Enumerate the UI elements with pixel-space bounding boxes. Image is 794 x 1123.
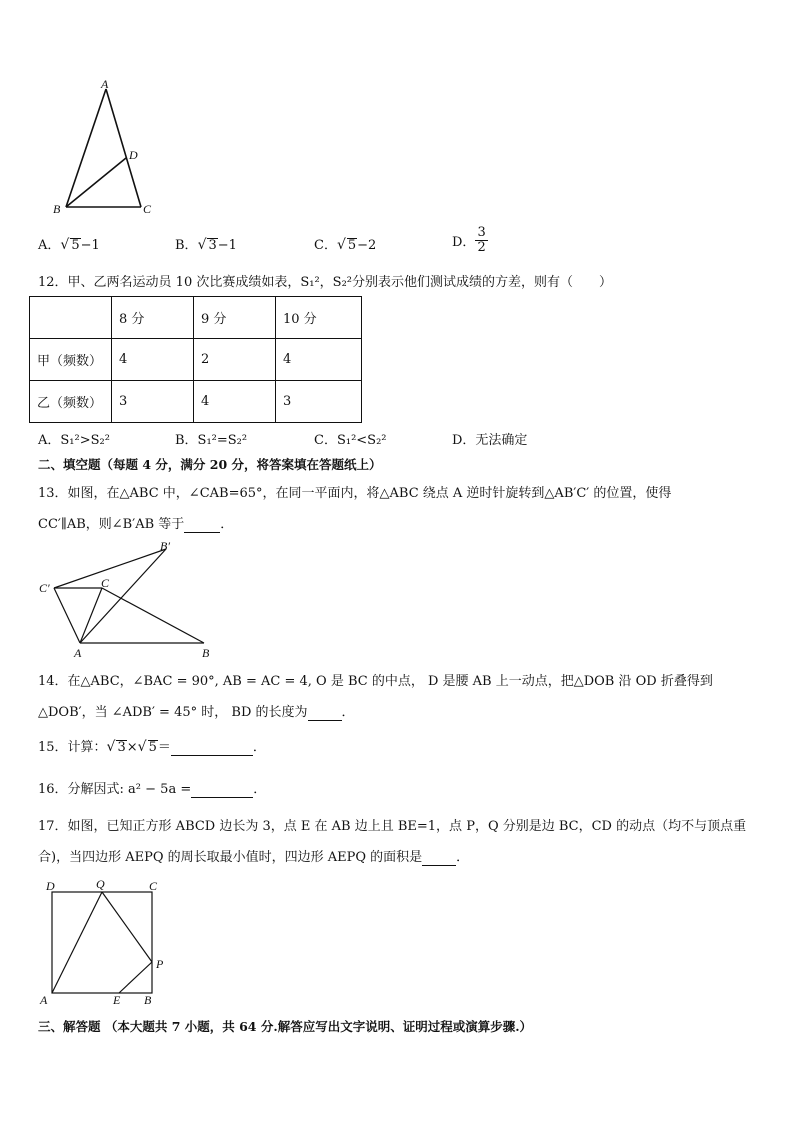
label-c: C — [143, 202, 152, 216]
label-c-prime: C′ — [39, 581, 50, 595]
label-d: D — [129, 148, 138, 162]
table-cell: 3 — [112, 381, 194, 423]
label-a: A — [101, 78, 109, 91]
table-row — [30, 381, 362, 423]
score-table — [29, 296, 362, 423]
table-cell: 3 — [276, 381, 362, 423]
q13-line-2: CC′∥AB，则∠B′AB 等于 ． — [38, 517, 234, 532]
q12-option-d: D．无法确定 — [452, 433, 528, 448]
q15-line: 15．计算：√ 3×√ 5＝ ． — [38, 739, 266, 755]
q12-option-b: B．S₁²=S₂² — [175, 433, 248, 448]
section-2-heading: 二、填空题（每题 4 分，满分 20 分，将答案填在答题纸上） — [38, 457, 382, 472]
q11-option-b: B．√ 3−1 — [175, 237, 237, 253]
q16-line: 16．分解因式: a² − 5a = ． — [38, 782, 267, 797]
table-cell: 4 — [112, 339, 194, 381]
q13-line-1: 13．如图，在△ABC 中，∠CAB=65°，在同一平面内，将△ABC 绕点 A 逆时针旋转到△AB′C′ 的位置，使得 — [38, 486, 672, 501]
label-d: D — [46, 879, 55, 893]
label-a: A — [74, 646, 82, 660]
answer-blank — [308, 705, 342, 721]
table-cell: 4 — [276, 339, 362, 381]
table-cell: 甲（频数） — [30, 339, 112, 381]
q12-option-c: C．S₁²<S₂² — [314, 433, 387, 448]
label-c: C — [101, 576, 110, 590]
table-cell — [30, 297, 112, 339]
answer-blank — [184, 517, 220, 533]
square-aepq-figure — [36, 876, 176, 1008]
label-c: C — [149, 879, 158, 893]
q14-line-2: △DOB′，当 ∠ADB′ = 45° 时， BD 的长度为 ． — [38, 705, 355, 720]
answer-blank — [422, 850, 456, 866]
q11-option-c: C．√ 5−2 — [314, 237, 377, 253]
q11-option-d: D． $\frac{3}{2}$ — [452, 225, 486, 255]
triangle-abcd-figure — [48, 78, 168, 218]
q14-line-1: 14．在△ABC，∠BAC = 90°, AB = AC = 4, O 是 BC 的中点， D 是腰 AB 上一动点，把△DOB 沿 OD 折叠得到 — [38, 674, 713, 689]
table-cell: 9 分 — [194, 297, 276, 339]
rotation-figure — [36, 538, 216, 660]
answer-blank — [191, 782, 253, 798]
table-cell: 10 分 — [276, 297, 362, 339]
label-b: B — [53, 202, 61, 216]
answer-blank — [171, 740, 253, 756]
label-b-prime: B′ — [160, 539, 170, 553]
section-3-heading: 三、解答题 （本大题共 7 小题，共 64 分.解答应写出文字说明、证明过程或演算步骤.） — [38, 1019, 533, 1034]
q17-line-1: 17．如图，已知正方形 ABCD 边长为 3，点 E 在 AB 边上且 BE=1，点 P，Q 分别是边 BC，CD 的动点（均不与顶点重 — [38, 819, 747, 834]
label-b: B — [144, 993, 152, 1007]
table-cell: 乙（频数） — [30, 381, 112, 423]
label-q: Q — [96, 877, 105, 891]
q12-text: 12．甲、乙两名运动员 10 次比赛成绩如表，S₁²，S₂²分别表示他们测试成绩的方差，则有（ ） — [38, 275, 613, 290]
q11-option-a: A．√ 5−1 — [38, 237, 100, 253]
q12-option-a: A．S₁²>S₂² — [38, 433, 110, 448]
table-row — [30, 339, 362, 381]
label-p: P — [156, 957, 164, 971]
q17-line-2: 合)，当四边形 AEPQ 的周长取最小值时，四边形 AEPQ 的面积是 ． — [38, 850, 470, 865]
label-b: B — [202, 646, 210, 660]
label-a: A — [40, 993, 48, 1007]
table-cell: 2 — [194, 339, 276, 381]
table-header-row — [30, 297, 362, 339]
table-cell: 8 分 — [112, 297, 194, 339]
label-e: E — [113, 993, 121, 1007]
table-cell: 4 — [194, 381, 276, 423]
